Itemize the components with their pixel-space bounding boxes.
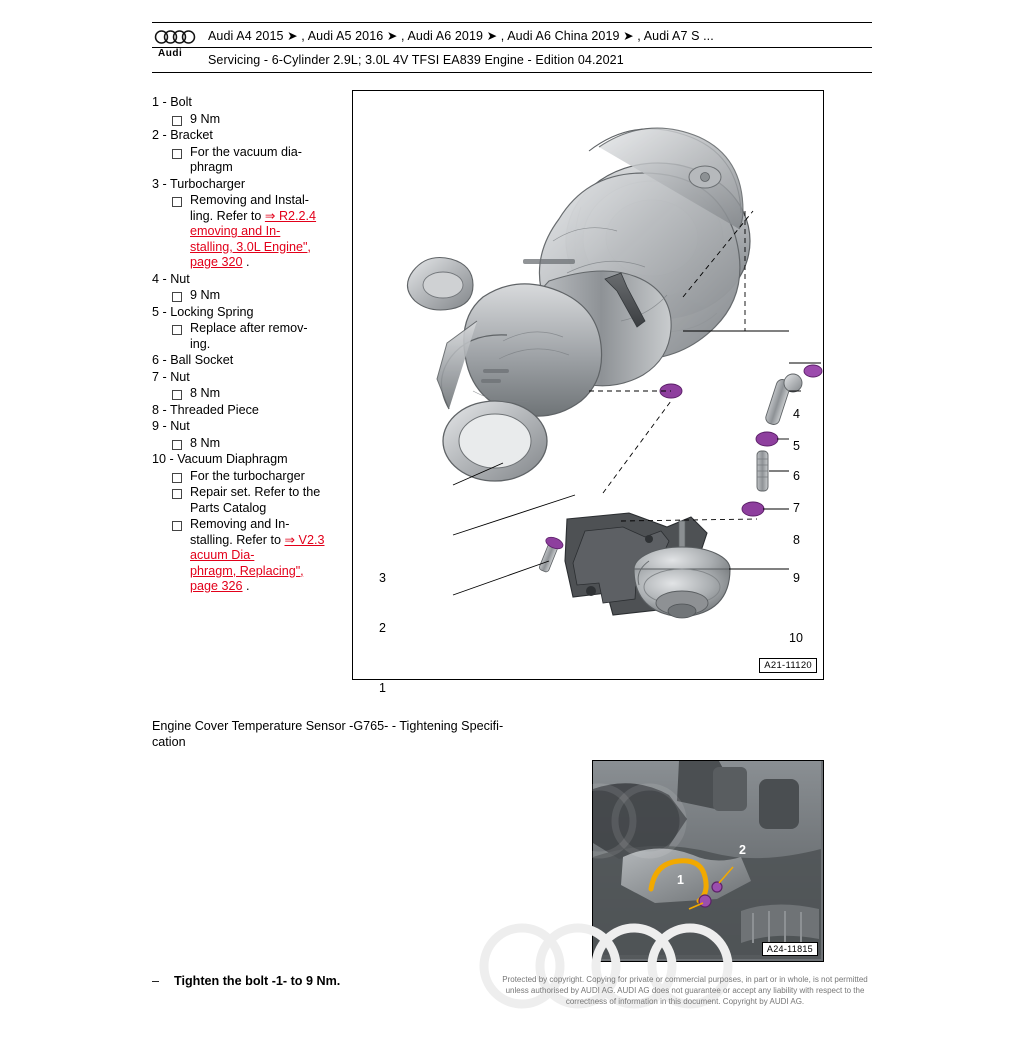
part-item-4: [152, 272, 352, 304]
part-bullet: [172, 436, 352, 452]
sensor-bolt-icon: [699, 895, 711, 907]
footer-step: [152, 974, 340, 988]
part-bullet-text: Repair set. Refer to the Parts Catalog: [190, 485, 321, 515]
header-models-text: Audi A4 2015 ➤ , Audi A5 2016 ➤ , Audi A6 2019 ➤ , Audi A6 China 2019 ➤ , Audi A7 S ...: [208, 28, 714, 43]
checkbox-icon: [172, 149, 182, 159]
part-item-7: [152, 370, 352, 402]
part-bullet-text: 9 Nm: [190, 288, 221, 302]
part-bullet-text: For the turbocharger: [190, 468, 305, 483]
part-bullet: [172, 193, 352, 271]
checkbox-icon: [172, 473, 182, 483]
part-item-3: [152, 177, 352, 271]
turbocharger-exploded-figure: [352, 90, 824, 695]
part-title-8: 8 - Threaded Piece: [152, 402, 259, 417]
part-bullet-text: Removing and In- stalling. Refer to ⇒ V2.3 acuum Dia- phragm, Replacing", page 326 .: [190, 517, 325, 593]
cross-reference-link[interactable]: ⇒ V2.3 acuum Dia- phragm, Replacing", page 326: [190, 532, 325, 593]
part-bullet-text: 8 Nm: [190, 435, 221, 450]
part-title-9: 9 - Nut: [152, 419, 190, 433]
audi-logo: [152, 24, 202, 66]
nut-7-icon: [756, 432, 778, 446]
turbocharger-illustration: [353, 91, 821, 677]
checkbox-icon: [172, 489, 182, 499]
part-title-3: 3 - Turbocharger: [152, 176, 246, 191]
checkbox-icon: [172, 440, 182, 450]
parts-legend-list: [152, 95, 352, 596]
figure-code-badge: A21-11120: [759, 658, 817, 673]
callout-8: 8: [793, 533, 800, 547]
header-manual-row: [152, 48, 872, 72]
part-bullet-text: 8 Nm: [190, 386, 221, 400]
nut-9-icon: [742, 502, 764, 516]
part-item-2: [152, 128, 352, 176]
header-bottom-rule: [152, 72, 872, 73]
part-item-8: [152, 403, 352, 419]
part-title-1: 1 - Bolt: [152, 95, 192, 109]
part-bullet: [172, 469, 352, 485]
callout-5: 5: [793, 439, 800, 453]
photo-code-badge: A24-11815: [762, 942, 818, 956]
part-title-2: 2 - Bracket: [152, 128, 213, 142]
callout-1: 1: [379, 681, 386, 695]
audi-wordmark: Audi: [158, 48, 183, 59]
photo-callout-2: 2: [739, 843, 746, 857]
part-bullet: [172, 112, 352, 128]
part-item-10: [152, 452, 352, 595]
part-item-5: [152, 305, 352, 353]
callout-6: 6: [793, 469, 800, 483]
part-item-6: [152, 353, 352, 369]
locking-spring-5-icon: [804, 365, 822, 377]
part-bullet-text: Removing and Instal- ling. Refer to ⇒ R2.2.4 emoving and In- stalling, 3.0L Engine", page 320 .: [190, 193, 317, 269]
photo-callout-1: 1: [677, 873, 684, 887]
engine-photo-illustration: [593, 761, 821, 959]
part-item-9: [152, 419, 352, 451]
part-bullet: [172, 517, 352, 595]
checkbox-icon: [172, 292, 182, 302]
part-title-10: 10 - Vacuum Diaphragm: [152, 452, 288, 466]
cross-reference-link[interactable]: ⇒ R2.2.4 emoving and In- stalling, 3.0L Engine", page 320: [190, 208, 317, 269]
header-models-row: [152, 23, 872, 47]
callout-2: 2: [379, 621, 386, 635]
header-manual-text: Servicing - 6-Cylinder 2.9L; 3.0L 4V TFSI EA839 Engine - Edition 04.2021: [208, 53, 624, 67]
callout-9: 9: [793, 571, 800, 585]
part-bullet-text: 9 Nm: [190, 111, 221, 126]
part-bullet: [172, 145, 352, 176]
sensor-connector-icon: [712, 882, 722, 892]
checkbox-icon: [172, 116, 182, 126]
engine-cover-sensor-photo: [592, 760, 824, 962]
checkbox-icon: [172, 325, 182, 335]
turbocharger-body: [407, 128, 750, 481]
part-title-5: 5 - Locking Spring: [152, 304, 254, 319]
part-bullet: [172, 288, 352, 304]
part-bullet-text: Replace after remov- ing.: [190, 321, 308, 351]
callout-3: 3: [379, 571, 386, 585]
part-bullet: [172, 321, 352, 352]
part-title-6: 6 - Ball Socket: [152, 353, 234, 367]
footer-step-dash: –: [152, 974, 160, 988]
section-heading: Engine Cover Temperature Sensor -G765- - Tightening Specifi- cation: [152, 719, 504, 749]
callout-10: 10: [789, 631, 803, 645]
part-item-1: [152, 95, 352, 127]
part-title-4: 4 - Nut: [152, 271, 190, 286]
threaded-piece-8-icon: [757, 451, 768, 491]
part-bullet: [172, 485, 352, 516]
callout-4: 4: [793, 407, 800, 421]
copyright-notice: Protected by copyright. Copying for private or commercial purposes, in part or in whole, is not permitted unless authorised by AUDI AG. AUDI AG does not guarantee or accept any liability with respect to the correctness of information in this document. Copyright by AUDI AG.: [502, 975, 868, 1006]
checkbox-icon: [172, 521, 182, 531]
bolt-1-icon: [535, 535, 565, 574]
checkbox-icon: [172, 390, 182, 400]
document-header: [152, 22, 872, 73]
audi-rings-icon: [154, 28, 200, 46]
part-bullet-text: For the vacuum dia- phragm: [190, 144, 302, 174]
footer-step-text: Tighten the bolt -1- to 9 Nm.: [174, 974, 341, 988]
part-title-7: 7 - Nut: [152, 369, 190, 384]
callout-7: 7: [793, 501, 800, 515]
checkbox-icon: [172, 197, 182, 207]
part-bullet: [172, 386, 352, 402]
